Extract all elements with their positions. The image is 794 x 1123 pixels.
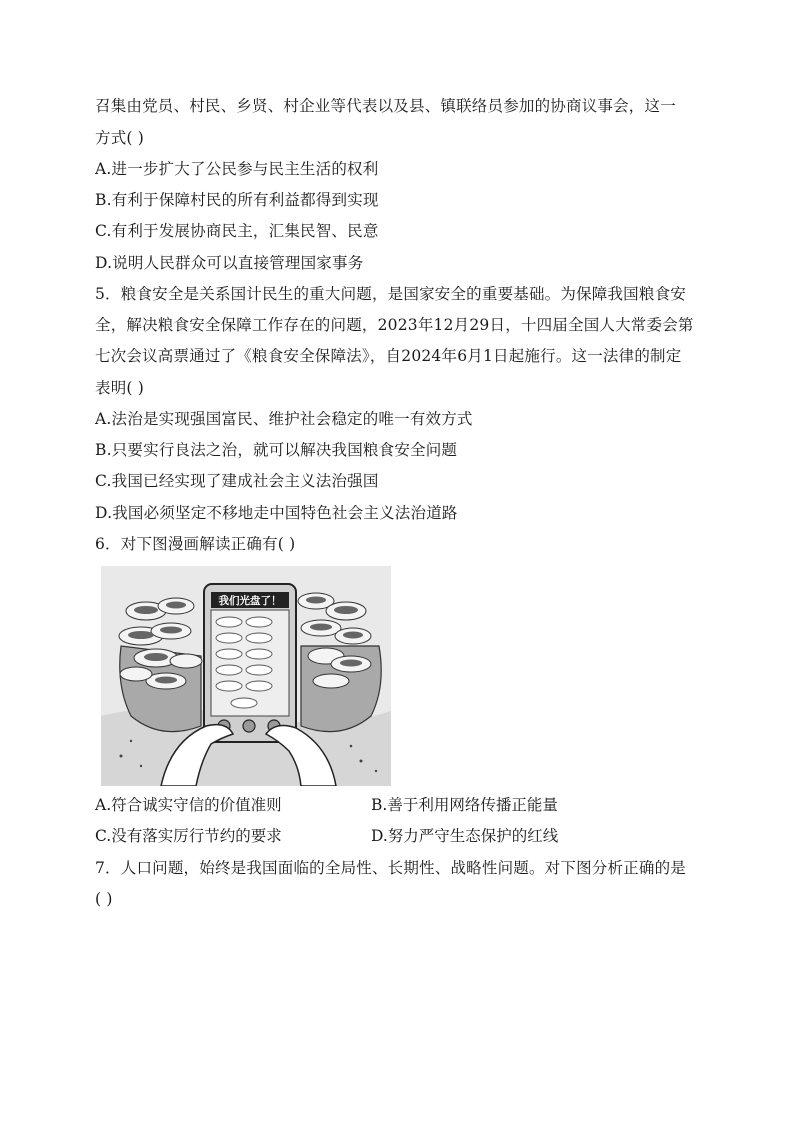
q7-stem-line-1: 7．人口问题，始终是我国面临的全局性、长期性、战略性问题。对下图分析正确的是 [95,859,686,877]
q6-option-d[interactable]: D.努力严守生态保护的红线 [371,827,559,845]
q6-stem: 6．对下图漫画解读正确有( ) [95,535,296,553]
q4-option-b[interactable]: B.有利于保障村民的所有利益都得到实现 [95,191,379,209]
q4-option-a[interactable]: A.进一步扩大了公民参与民主生活的权利 [95,160,379,178]
q4-option-d[interactable]: D.说明人民群众可以直接管理国家事务 [95,254,364,272]
q4-stem-line-1: 召集由党员、村民、乡贤、村企业等代表以及县、镇联络员参加的协商议事会，这一 [95,97,676,115]
q5-option-b[interactable]: B.只要实行良法之治，就可以解决我国粮食安全问题 [95,441,458,459]
q5-stem-line-3: 七次会议高票通过了《粮食安全保障法》，自2024年6月1日起施行。这一法律的制定 [95,347,682,365]
q5-option-d[interactable]: D.我国必须坚定不移地走中国特色社会主义法治道路 [95,504,458,522]
q6-option-b[interactable]: B.善于利用网络传播正能量 [371,796,558,814]
q4-stem-line-2: 方式( ) [95,129,145,147]
q7-stem-line-2: ( ) [95,890,113,908]
cartoon-caption: 我们光盘了！ [218,595,282,607]
q5-stem-line-1: 5．粮食安全是关系国计民生的重大问题，是国家安全的重要基础。为保障我国粮食安 [95,285,686,303]
q6-option-a[interactable]: A.符合诚实守信的价值准则 [95,796,282,814]
q5-stem-line-2: 全，解决粮食安全保障工作存在的问题，2023年12月29日，十四届全国人大常委会第 [95,316,694,334]
q5-stem-line-4: 表明( ) [95,379,145,397]
cartoon-image [101,566,391,786]
q5-option-c[interactable]: C.我国已经实现了建成社会主义法治强国 [95,472,379,490]
q5-option-a[interactable]: A.法治是实现强国富民、维护社会稳定的唯一有效方式 [95,410,473,428]
q4-option-c[interactable]: C.有利于发展协商民主，汇集民智、民意 [95,222,379,240]
q6-option-c[interactable]: C.没有落实厉行节约的要求 [95,827,282,845]
